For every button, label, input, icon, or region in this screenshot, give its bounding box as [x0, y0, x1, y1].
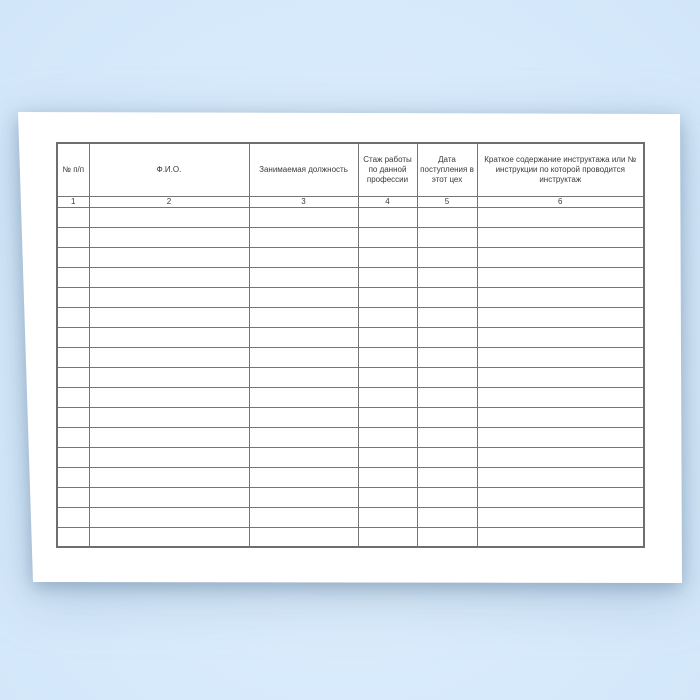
table-row [57, 347, 644, 367]
table-cell [477, 207, 644, 227]
table-cell [417, 447, 477, 467]
table-cell [249, 267, 358, 287]
table-cell [417, 267, 477, 287]
table-row [57, 287, 644, 307]
table-cell [358, 227, 417, 247]
table-cell [417, 427, 477, 447]
table-cell [89, 447, 249, 467]
table-cell [417, 287, 477, 307]
table-cell [417, 247, 477, 267]
table-row [57, 427, 644, 447]
table-row [57, 507, 644, 527]
table-cell [89, 487, 249, 507]
table-cell [57, 447, 89, 467]
table-cell [358, 307, 417, 327]
table-cell [89, 347, 249, 367]
header-cell-number: № п/п [57, 143, 89, 196]
table-cell [417, 327, 477, 347]
column-number: 4 [358, 196, 417, 207]
table-cell [477, 407, 644, 427]
table-cell [249, 327, 358, 347]
table-cell [358, 487, 417, 507]
table-cell [89, 507, 249, 527]
table-cell [417, 487, 477, 507]
table-cell [57, 207, 89, 227]
table-cell [57, 387, 89, 407]
table-cell [249, 447, 358, 467]
table-cell [417, 507, 477, 527]
table-cell [477, 507, 644, 527]
table-cell [477, 347, 644, 367]
table-cell [57, 527, 89, 547]
table-cell [477, 267, 644, 287]
table-cell [57, 427, 89, 447]
table-cell [57, 327, 89, 347]
table-cell [249, 527, 358, 547]
table-row [57, 207, 644, 227]
table-cell [417, 407, 477, 427]
table-cell [358, 247, 417, 267]
table-cell [89, 267, 249, 287]
table-cell [89, 467, 249, 487]
table-cell [57, 367, 89, 387]
table-cell [358, 507, 417, 527]
table-cell [89, 427, 249, 447]
table-cell [57, 407, 89, 427]
table-cell [477, 307, 644, 327]
table-cell [477, 427, 644, 447]
table-cell [477, 287, 644, 307]
table-cell [57, 287, 89, 307]
table-cell [358, 407, 417, 427]
table-cell [57, 347, 89, 367]
header-cell-summary: Краткое содержание инструктажа или № инструкции по которой проводится инструктаж [477, 143, 644, 196]
table-cell [417, 307, 477, 327]
table-cell [249, 227, 358, 247]
table-row [57, 527, 644, 547]
table-cell [358, 467, 417, 487]
column-number: 6 [477, 196, 644, 207]
instruction-log-table [56, 142, 645, 548]
table-row [57, 307, 644, 327]
header-cell-name: Ф.И.О. [89, 143, 249, 196]
table-row [57, 487, 644, 507]
table-header-row [57, 143, 644, 196]
table-cell [477, 467, 644, 487]
column-number: 2 [89, 196, 249, 207]
table-cell [89, 407, 249, 427]
table-cell [358, 427, 417, 447]
table-cell [89, 287, 249, 307]
table-cell [358, 367, 417, 387]
table-cell [249, 387, 358, 407]
table-cell [417, 467, 477, 487]
table-cell [89, 227, 249, 247]
table-row [57, 267, 644, 287]
header-cell-position: Занимаемая должность [249, 143, 358, 196]
table-cell [57, 227, 89, 247]
table-cell [477, 247, 644, 267]
table-cell [358, 527, 417, 547]
table-cell [477, 227, 644, 247]
table-row [57, 327, 644, 347]
table-row [57, 247, 644, 267]
header-cell-experience: Стаж работы по данной профессии [358, 143, 417, 196]
table-cell [89, 307, 249, 327]
table-cell [417, 207, 477, 227]
table-cell [57, 467, 89, 487]
table-cell [89, 207, 249, 227]
table-row [57, 467, 644, 487]
table-cell [477, 527, 644, 547]
table-row [57, 387, 644, 407]
table-cell [249, 467, 358, 487]
table-cell [89, 527, 249, 547]
table-cell [57, 307, 89, 327]
table-cell [477, 387, 644, 407]
table-cell [89, 387, 249, 407]
table-cell [249, 367, 358, 387]
table-body [57, 143, 644, 547]
table-cell [358, 347, 417, 367]
table-cell [358, 327, 417, 347]
table-row [57, 407, 644, 427]
table-cell [358, 287, 417, 307]
table-cell [417, 367, 477, 387]
column-number: 1 [57, 196, 89, 207]
table-cell [358, 387, 417, 407]
table-cell [358, 447, 417, 467]
table-cell [477, 447, 644, 467]
table-cell [417, 387, 477, 407]
table-cell [417, 527, 477, 547]
table-cell [249, 307, 358, 327]
table-cell [249, 427, 358, 447]
table-cell [358, 267, 417, 287]
table-cell [249, 207, 358, 227]
table-row [57, 367, 644, 387]
table-cell [417, 347, 477, 367]
header-cell-date: Дата поступления в этот цех [417, 143, 477, 196]
table-cell [249, 407, 358, 427]
table-cell [477, 487, 644, 507]
table-row [57, 447, 644, 467]
table-row [57, 227, 644, 247]
table-cell [57, 487, 89, 507]
table-cell [57, 507, 89, 527]
column-number: 3 [249, 196, 358, 207]
table-cell [477, 367, 644, 387]
table-cell [249, 347, 358, 367]
table-cell [249, 487, 358, 507]
table-cell [249, 287, 358, 307]
table-cell [89, 327, 249, 347]
table-cell [477, 327, 644, 347]
column-number: 5 [417, 196, 477, 207]
column-numbers-row [57, 196, 644, 207]
table-cell [89, 247, 249, 267]
table-cell [417, 227, 477, 247]
table-cell [249, 247, 358, 267]
table-cell [249, 507, 358, 527]
table-cell [57, 247, 89, 267]
table-cell [57, 267, 89, 287]
table-cell [89, 367, 249, 387]
table-cell [358, 207, 417, 227]
